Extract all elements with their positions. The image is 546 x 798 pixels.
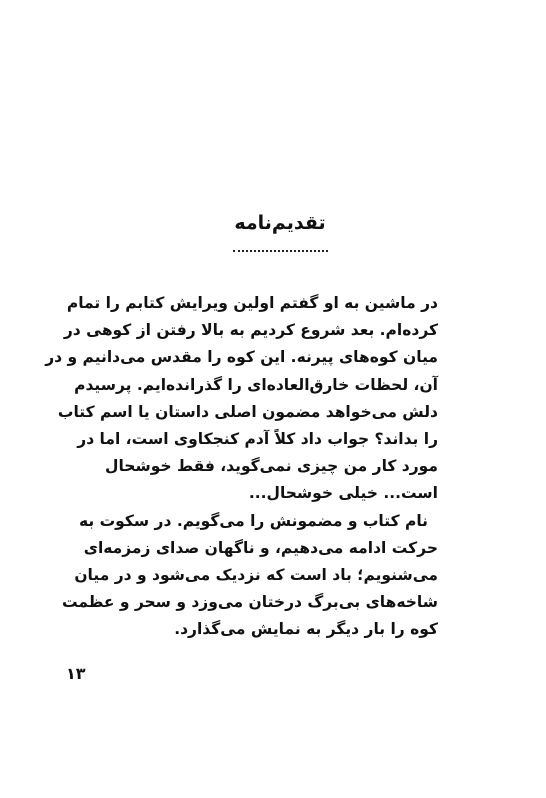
title-dotted-divider <box>233 250 328 252</box>
text-line: در ماشین به او گفتم اولین ویرایش کتابم را تمام <box>66 294 438 312</box>
text-line: کوه را بار دیگر به نمایش می‌گذارد. <box>174 620 438 639</box>
text-line: کرده‌ام. بعد شروع کردیم به بالا رفتن از کوهی در <box>63 321 438 340</box>
text-line: دلش می‌خواهد مضمون اصلی داستان یا اسم کتاب <box>57 402 438 421</box>
text-line: را بداند؟ جواب داد کلاً آدم کنجکاوی است، اما در <box>77 429 438 448</box>
text-line: است... خیلی خوشحال... <box>248 484 438 503</box>
text-line: نام کتاب و مضمونش را می‌گویم. در سکوت به <box>78 511 428 530</box>
page-number: ۱۳ <box>66 664 86 683</box>
text-line: شاخه‌های بی‌برگ درختان می‌وزد و سحر و عظمت <box>61 593 438 612</box>
text-line: آن، لحظات خارق‌العاده‌ای را گذرانده‌ایم. پرسیدم <box>74 375 438 394</box>
text-line: مورد کار من چیزی نمی‌گوید، فقط خوشحال <box>105 457 438 476</box>
chapter-title: تقدیم‌نامه <box>234 212 326 234</box>
body-text <box>45 290 438 643</box>
text-line: میان کوه‌های پیرنه. این کوه را مقدس می‌دانیم و در <box>45 348 438 367</box>
text-line: می‌شنویم؛ باد است که نزدیک می‌شود و در میان <box>74 565 438 584</box>
text-line: حرکت ادامه می‌دهیم، و ناگهان صدای زمزمه‌ای <box>83 538 438 557</box>
